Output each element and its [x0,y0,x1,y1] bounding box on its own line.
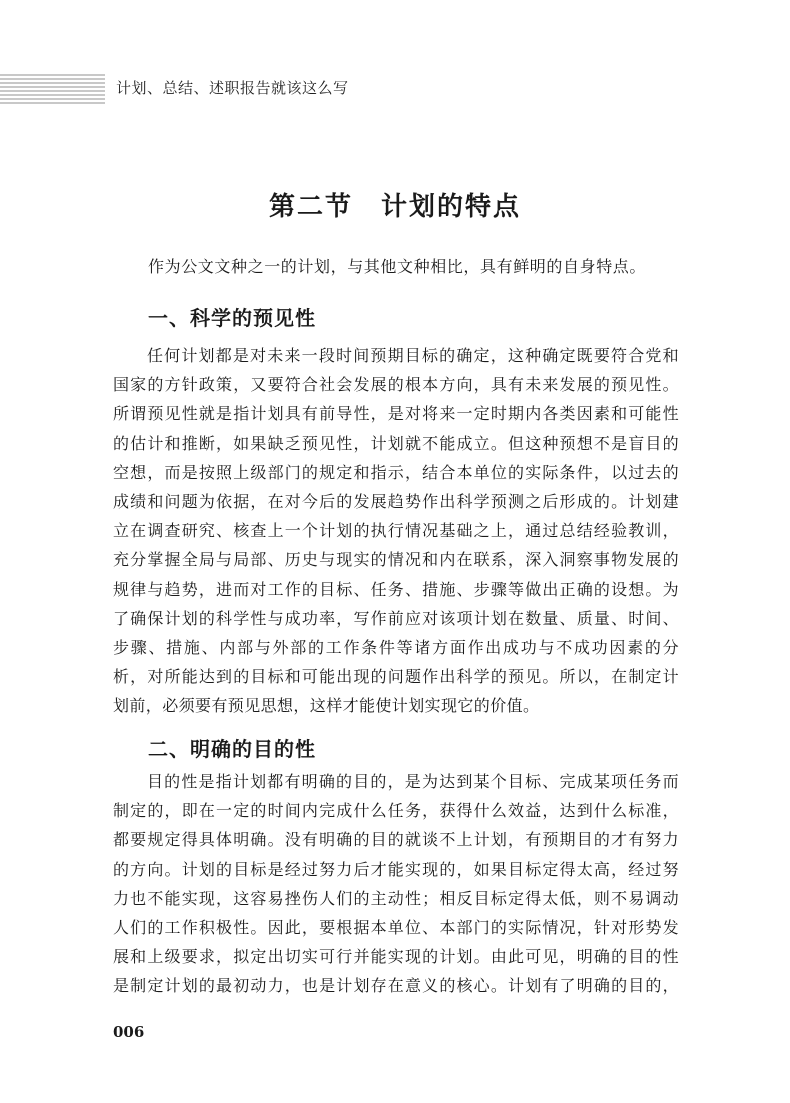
text-line: 展和上级要求，拟定出切实可行并能实现的计划。由此可见，明确的目的性 [113,947,679,967]
header-decoration [0,74,105,107]
running-head: 计划、总结、述职报告就该这么写 [116,79,349,97]
text-line: 充分掌握全局与局部、历史与现实的情况和内在联系，深入洞察事物发展的 [113,550,679,570]
text-line: 的估计和推断，如果缺乏预见性，计划就不能成立。但这种预想不是盲目的 [113,433,679,453]
text-line: 空想，而是按照上级部门的规定和指示，结合本单位的实际条件，以过去的 [113,462,679,482]
subheading-1: 一、科学的预见性 [148,306,316,330]
section-title [0,186,790,223]
text-line: 是制定计划的最初动力，也是计划存在意义的核心。计划有了明确的目的， [113,976,679,996]
text-line: 任何计划都是对未来一段时间预期目标的确定，这种确定既要符合党和 [147,346,679,365]
paragraph-1 [113,341,679,721]
text-line: 所谓预见性就是指计划具有前导性，是对将来一定时期内各类因素和可能性 [113,404,679,424]
text-line: 目的性是指计划都有明确的目的，是为达到某个目标、完成某项任务而 [147,772,679,791]
text-line: 都要规定得具体明确。没有明确的目的就谈不上计划，有预期目的才有努力 [113,830,679,850]
text-line: 成绩和问题为依据，在对今后的发展趋势作出科学预测之后形成的。计划建 [113,492,679,512]
page-number: 006 [113,1023,145,1041]
text-line: 步骤、措施、内部与外部的工作条件等诸方面作出成功与不成功因素的分 [113,638,679,658]
text-line: 了确保计划的科学性与成功率，写作前应对该项计划在数量、质量、时间、 [113,608,679,628]
text-line: 析，对所能达到的目标和可能出现的问题作出科学的预见。所以，在制定计 [113,667,679,687]
text-line: 立在调查研究、核查上一个计划的执行情况基础之上，通过总结经验教训， [113,521,679,541]
text-line: 划前，必须要有预见思想，这样才能使计划实现它的价值。 [113,696,540,716]
paragraph-2 [113,767,679,1001]
section-number: 第二节 [268,192,353,222]
intro-paragraph: 作为公文文种之一的计划，与其他文种相比，具有鲜明的自身特点。 [148,257,647,276]
text-line: 规律与趋势，进而对工作的目标、任务、措施、步骤等做出正确的设想。为 [113,579,679,599]
text-line: 的方向。计划的目标是经过努力后才能实现的，如果目标定得太高，经过努 [113,859,679,879]
subheading-2: 二、明确的目的性 [148,737,316,761]
section-title-text: 计划的特点 [381,192,522,222]
text-line: 人们的工作积极性。因此，要根据本单位、本部门的实际情况，针对形势发 [113,918,679,938]
text-line: 力也不能实现，这容易挫伤人们的主动性；相反目标定得太低，则不易调动 [113,888,679,908]
text-line: 制定的，即在一定的时间内完成什么任务，获得什么效益，达到什么标准， [113,801,679,821]
text-line: 国家的方针政策，又要符合社会发展的根本方向，具有未来发展的预见性。 [113,375,679,395]
